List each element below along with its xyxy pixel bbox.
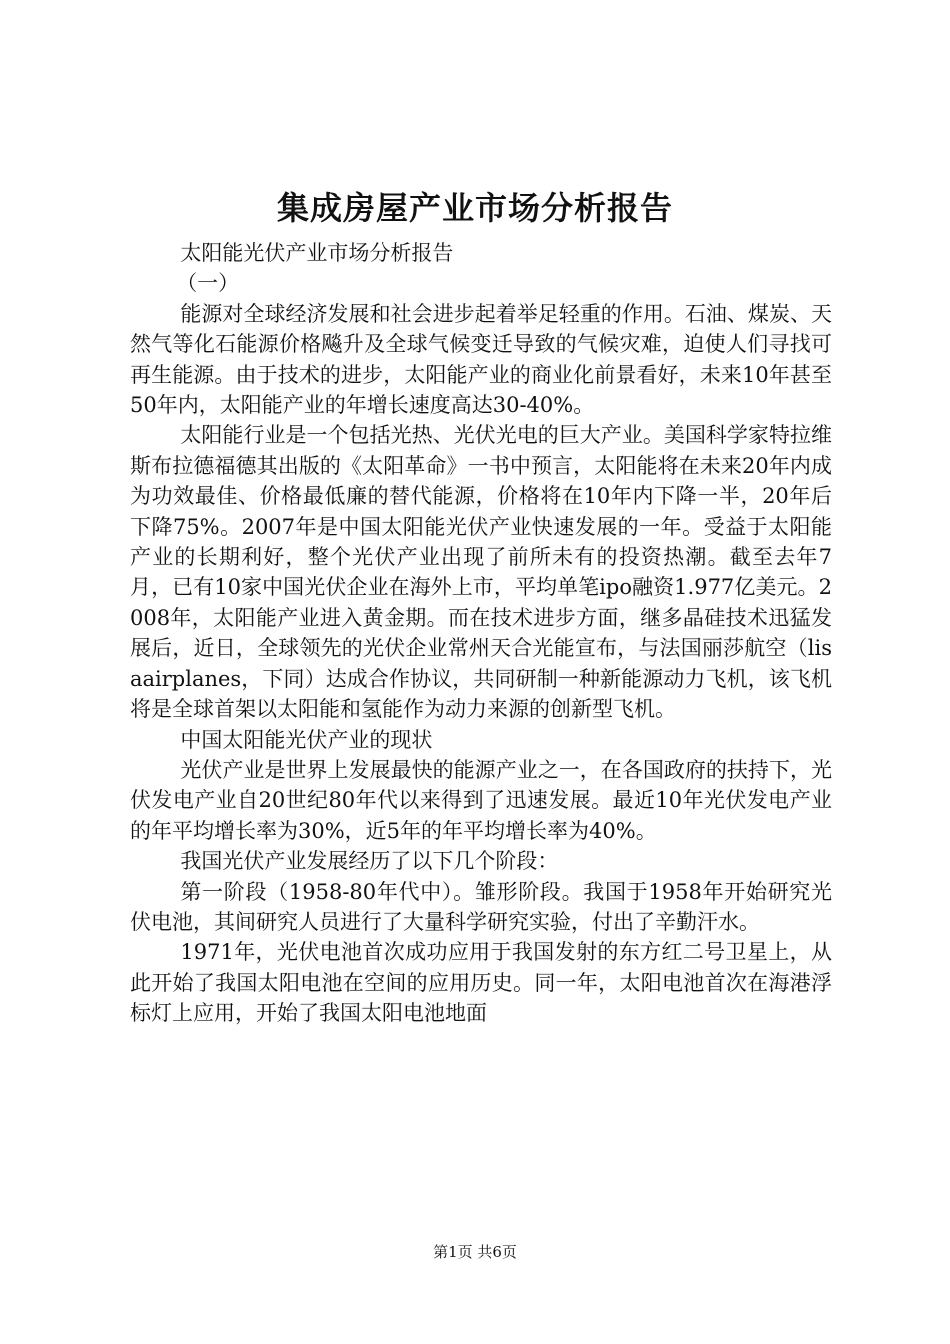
document-title: 集成房屋产业市场分析报告 <box>276 189 673 227</box>
body-paragraph: 能源对全球经济发展和社会进步起着举足轻重的作用。石油、煤炭、天然气等化石能源价格飚升及全球气候变迁导致的气候灾难，迫使人们寻找可再生能源。由于技术的进步，太阳能产业的商业化前景看好，未来10年甚至50年内，太阳能产业的年增长速度高达30-40%。 <box>130 301 832 418</box>
body-paragraph: 1971年，光伏电池首次成功应用于我国发射的东方红二号卫星上，从此开始了我国太阳电池在空间的应用历史。同一年，太阳电池首次在海港浮标灯上应用，开始了我国太阳电池地面 <box>130 940 832 1026</box>
body-paragraph: 光伏产业是世界上发展最快的能源产业之一，在各国政府的扶持下，光伏发电产业自20世纪80年代以来得到了迅速发展。最近10年光伏发电产业的年平均增长率为30%，近5年的年平均增长率为40%。 <box>130 757 832 843</box>
page-footer: 第1页 共6页 <box>433 1243 517 1261</box>
body-paragraph: 我国光伏产业发展经历了以下几个阶段： <box>180 849 559 874</box>
subtitle-paragraph: 太阳能光伏产业市场分析报告 <box>180 241 454 265</box>
body-paragraph: 第一阶段（1958-80年代中）。雏形阶段。我国于1958年开始研究光伏电池，其间研究人员进行了大量科学研究实验，付出了辛勤汗水。 <box>130 879 832 934</box>
body-paragraph: 太阳能行业是一个包括光热、光伏光电的巨大产业。美国科学家特拉维斯布拉德福德其出版的《太阳革命》一书中预言，太阳能将在未来20年内成为功效最佳、价格最低廉的替代能源，价格将在10年内下降一半，20年后下降75%。2007年是中国太阳能光伏产业快速发展的一年。受益于太阳能产业的长期利好，整个光伏产业出现了前所未有的投资热潮。截至去年7月，已有10家中国光伏企业在海外上市，平均单笔ipo融资1.977亿美元。2008年，太阳能产业进入黄金期。而在技术进步方面，继多晶硅技术迅猛发展后，近日，全球领先的光伏企业常州天合光能宣布，与法国丽莎航空（lisaairplanes，下同）达成合作协议，共同研制一种新能源动力飞机，该飞机将是全球首架以太阳能和氢能作为动力来源的创新型飞机。 <box>130 423 832 722</box>
section-number: （一） <box>176 271 240 296</box>
section-heading: 中国太阳能光伏产业的现状 <box>180 727 433 752</box>
document-body <box>130 238 832 1029</box>
